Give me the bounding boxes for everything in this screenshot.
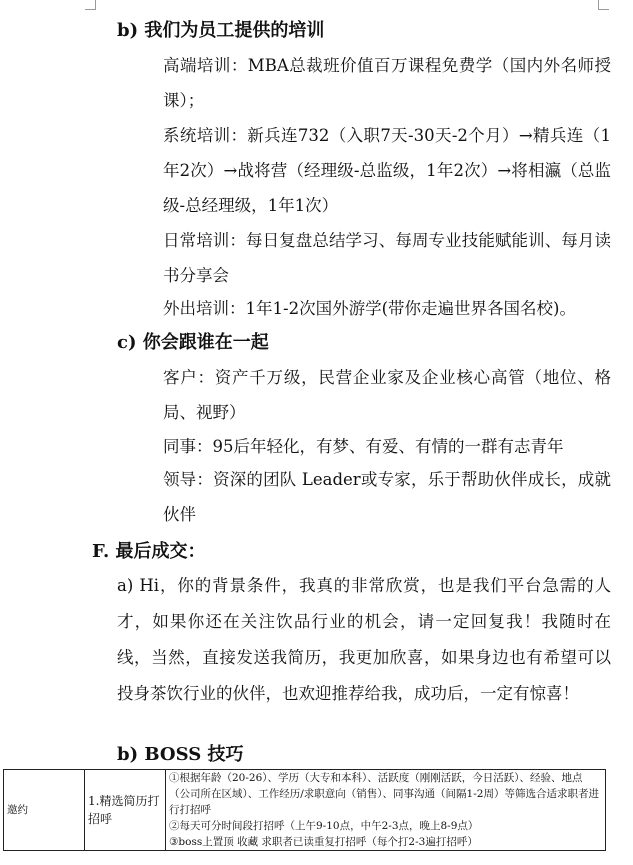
paragraph-system-training: 系统培训：新兵连732（入职7天-30天-2个月）→精兵连（1年2次）→战将营（经理级-总监级，1年2次）→将相瀛（总监级-总经理级，1年1次） xyxy=(163,126,611,215)
heading-colleagues: c) 你会跟谁在一起 xyxy=(117,332,269,353)
paragraph-leaders: 领导：资深的团队 Leader或专家，乐于帮助伙伴成长，成就伙伴 xyxy=(163,470,611,524)
table-cell-items xyxy=(166,770,606,851)
heading-boss-tips: b) BOSS 技巧 xyxy=(117,744,244,765)
table-item-2: ②每天可分时间段打招呼（上午9-10点，中午2-3点，晚上8-9点） xyxy=(169,820,479,832)
table-cell-greeting: 1.精选简历打招呼 xyxy=(85,770,166,851)
paragraph-peers: 同事：95后年轻化，有梦、有爱、有情的一群有志青年 xyxy=(163,437,564,456)
paragraph-highend-training: 高端培训：MBA总裁班价值百万课程免费学（国内外名师授课）； xyxy=(163,56,611,110)
heading-training: b) 我们为员工提供的培训 xyxy=(117,20,325,41)
boss-tips-table xyxy=(3,769,606,851)
paragraph-outing-training: 外出培训：1年1-2次国外游学(带你走遍世界各国名校)。 xyxy=(163,299,576,318)
heading-final-deal: F. 最后成交： xyxy=(92,541,206,562)
table-cell-invite: 邀约 xyxy=(4,770,85,851)
paragraph-clients: 客户：资产千万级，民营企业家及企业核心高管（地位、格局、视野） xyxy=(163,368,611,422)
paragraph-daily-training: 日常培训：每日复盘总结学习、每周专业技能赋能训、每月读书分享会 xyxy=(163,231,611,285)
paragraph-closing-message: a) Hi，你的背景条件，我真的非常欣赏，也是我们平台急需的人才，如果你还在关注饮品行业的机会，请一定回复我！我随时在线，当然，直接发送我简历，我更加欣喜，如果身边也有希望可以投身茶饮行业的伙伴，也欢迎推荐给我，成功后，一定有惊喜！ xyxy=(117,576,611,703)
table-item-3: ③boss上置顶 收藏 求职者已读重复打招呼（每个打2-3遍打招呼） xyxy=(169,836,478,848)
table-row xyxy=(4,770,606,851)
crop-mark-left xyxy=(85,0,96,10)
table-item-1: ①根据年龄（20-26）、学历（大专和本科）、活跃度（刚刚活跃，今日活跃）、经验、地点（公司所在区域）、工作经历/求职意向（销售）、同事沟通（间隔1-2周）等筛选合适求职者进行打招呼 xyxy=(169,772,599,816)
crop-mark-right xyxy=(598,0,609,10)
